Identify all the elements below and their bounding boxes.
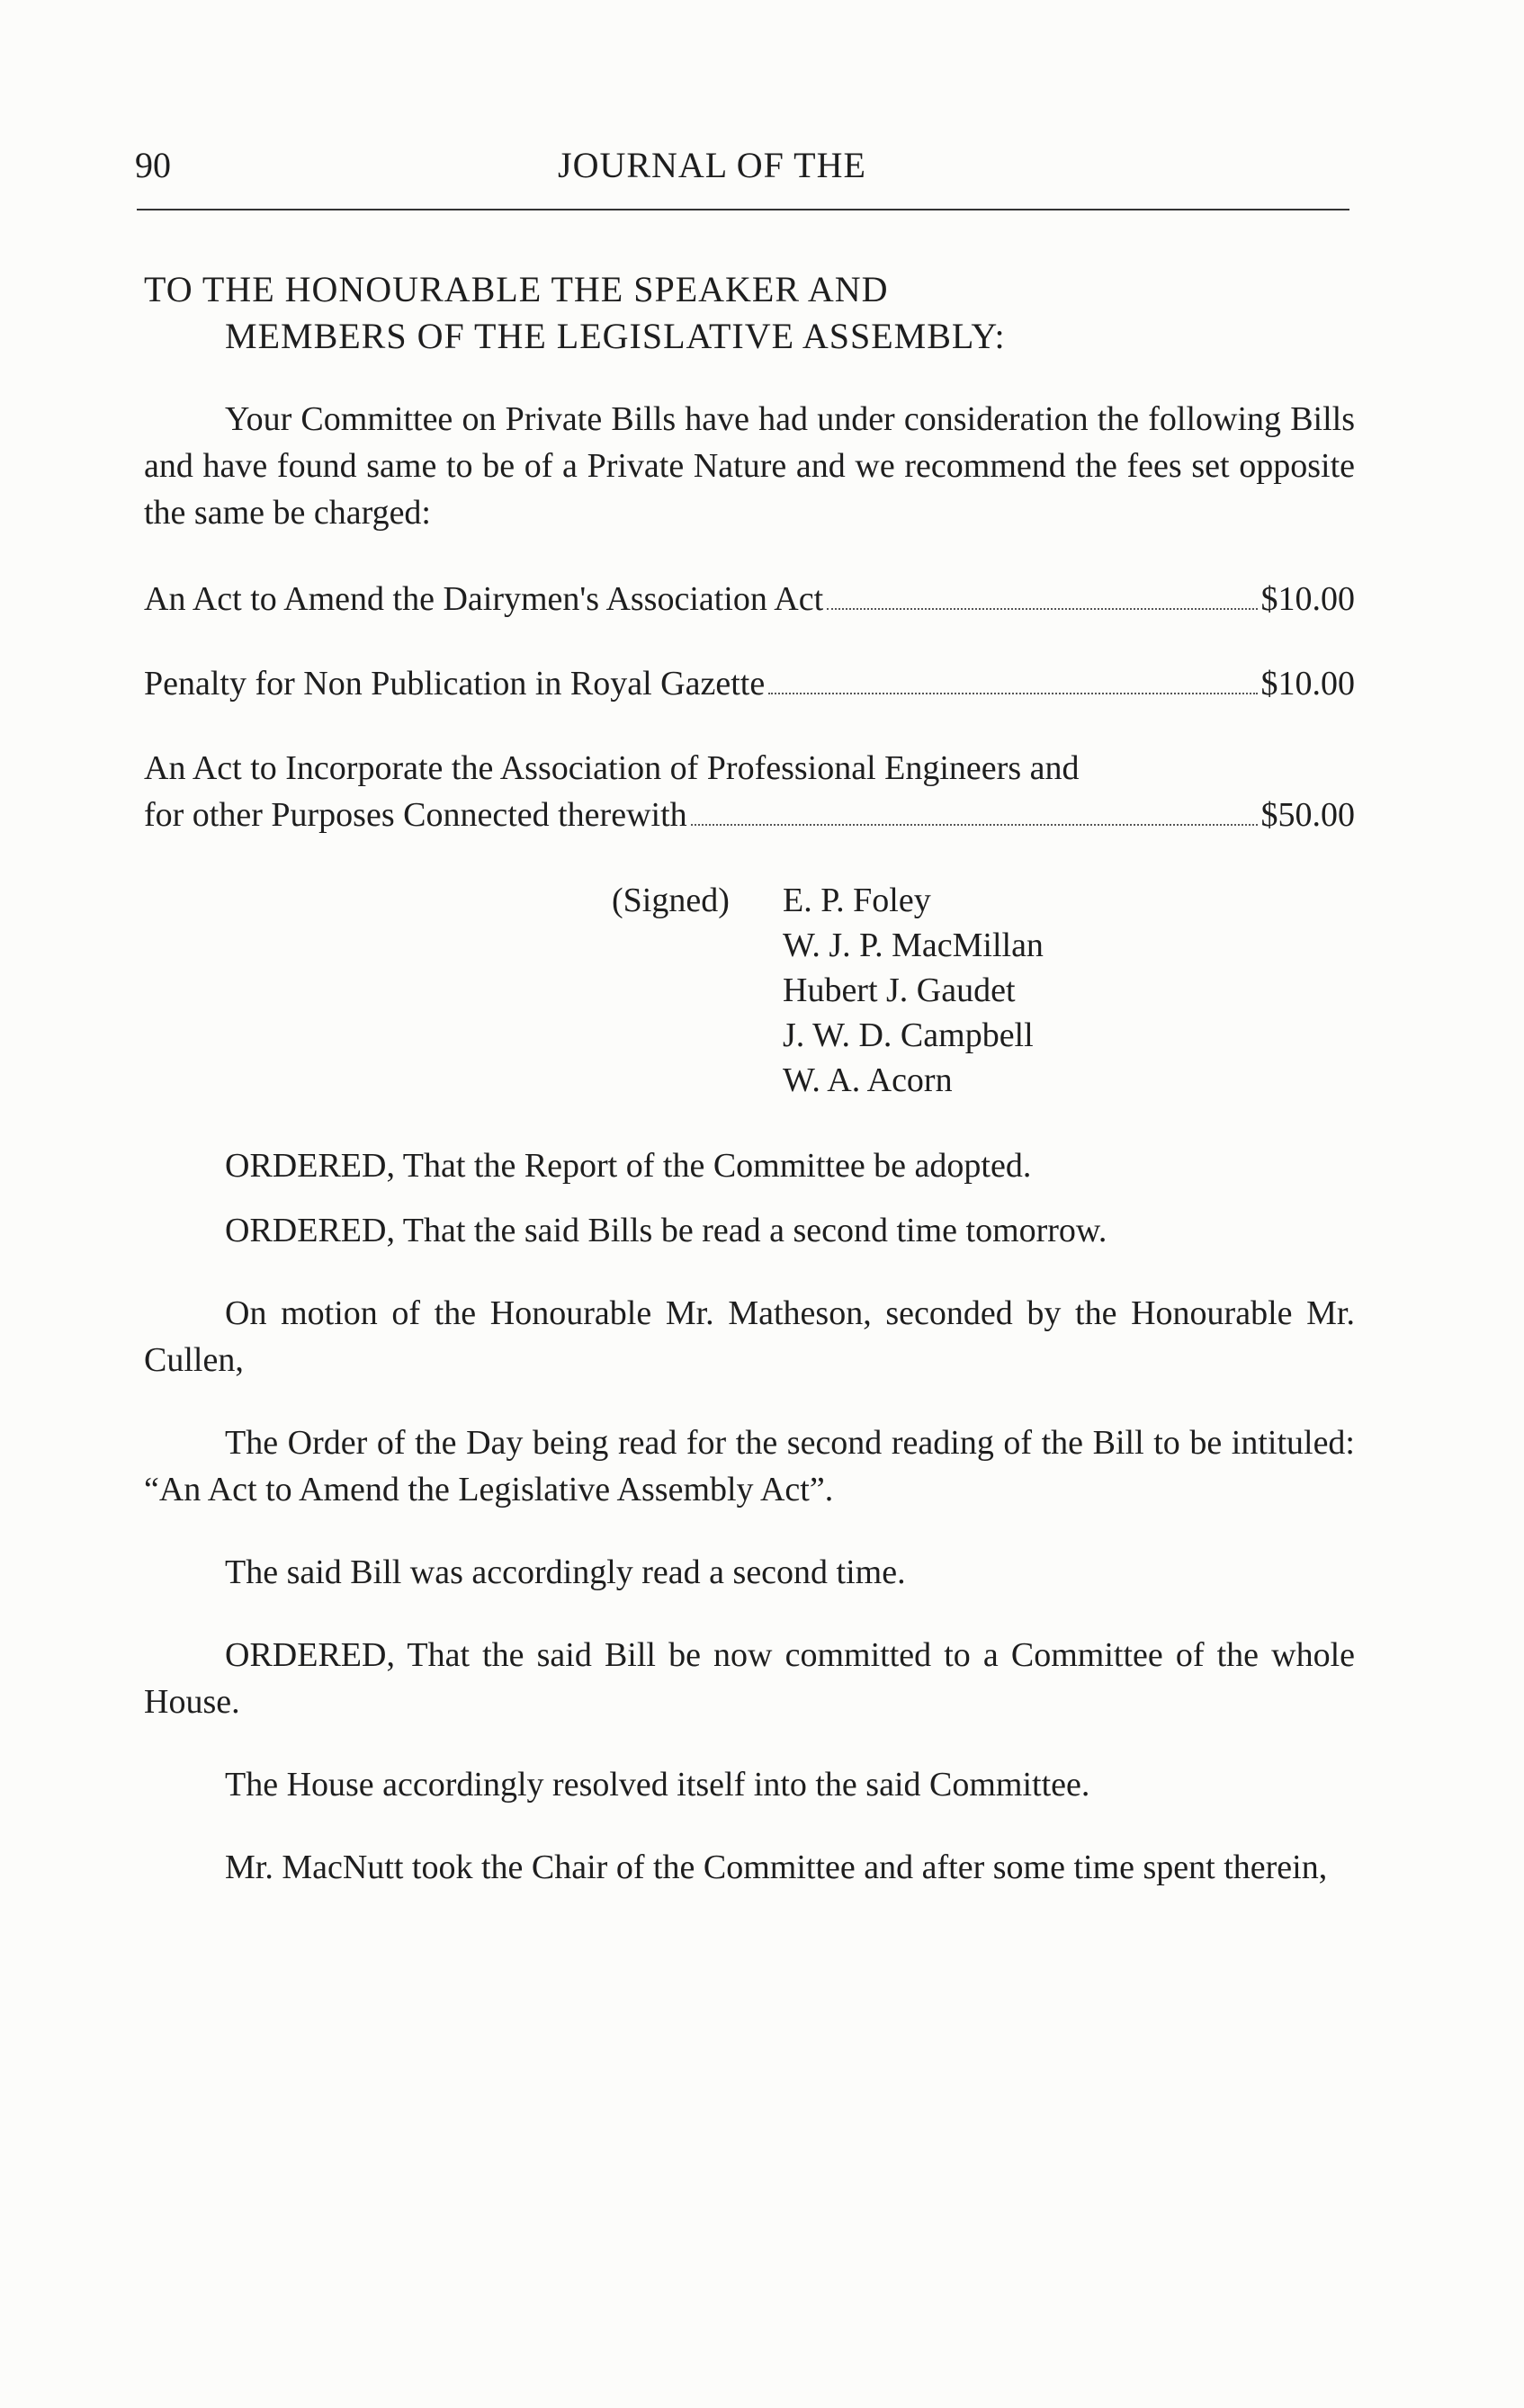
page-body bbox=[144, 266, 1355, 1891]
signed-label: (Signed) bbox=[612, 882, 730, 919]
fee-description: Penalty for Non Publication in Royal Gazette bbox=[144, 665, 766, 703]
fee-description-first-line bbox=[144, 745, 1355, 792]
page-number: 90 bbox=[135, 145, 171, 185]
signer-name: E. P. Foley bbox=[783, 882, 931, 919]
house-resolved-paragraph: The House accordingly resolved itself into the said Committee. bbox=[225, 1766, 1090, 1804]
header-rule bbox=[137, 209, 1349, 210]
fee-item bbox=[144, 576, 1355, 622]
address-line-2: MEMBERS OF THE LEGISLATIVE ASSEMBLY: bbox=[225, 316, 1006, 356]
dot-leader bbox=[691, 823, 1258, 826]
signer-name: J. W. D. Campbell bbox=[783, 1016, 1034, 1054]
order-of-day-paragraph: The Order of the Day being read for the second reading of the Bill to be intituled: “An Act to Amend the Legislative Assembly Act”. bbox=[144, 1424, 1355, 1508]
signer-name: W. A. Acorn bbox=[783, 1061, 953, 1099]
signature-block bbox=[612, 878, 1355, 1103]
order-committed-paragraph: ORDERED, That the said Bill be now committed to a Committee of the whole House. bbox=[144, 1636, 1355, 1721]
fee-description-second-line bbox=[144, 792, 1355, 838]
motion-paragraph: On motion of the Honourable Mr. Matheson, seconded by the Honourable Mr. Cullen, bbox=[144, 1294, 1355, 1379]
fee-item bbox=[144, 745, 1355, 838]
fee-amount: $10.00 bbox=[1260, 665, 1355, 703]
fee-description: An Act to Amend the Dairymen's Association Act bbox=[144, 580, 824, 618]
bill-read-paragraph: The said Bill was accordingly read a second time. bbox=[225, 1553, 906, 1591]
journal-title: JOURNAL OF THE bbox=[558, 145, 866, 185]
fee-description-continued: for other Purposes Connected therewith bbox=[144, 796, 687, 834]
order-second-reading: ORDERED, That the said Bills be read a second time tomorrow. bbox=[225, 1212, 1107, 1249]
fee-item bbox=[144, 660, 1355, 707]
dot-leader bbox=[827, 607, 1257, 610]
address-heading bbox=[144, 266, 1355, 360]
address-line-1: TO THE HONOURABLE THE SPEAKER AND bbox=[144, 269, 889, 309]
committee-intro: Your Committee on Private Bills have had under consideration the following Bills and have found same to be of a Private Nature and we recommend the fees set opposite the same be charged: bbox=[144, 400, 1355, 532]
order-report-adopted: ORDERED, That the Report of the Committee be adopted. bbox=[225, 1147, 1032, 1185]
signer-name: W. J. P. MacMillan bbox=[783, 926, 1044, 964]
fee-amount: $10.00 bbox=[1260, 580, 1355, 618]
dot-leader bbox=[768, 692, 1257, 694]
fee-description: An Act to Incorporate the Association of Professional Engineers and bbox=[144, 749, 1080, 787]
signer-name: Hubert J. Gaudet bbox=[783, 971, 1016, 1009]
chair-paragraph: Mr. MacNutt took the Chair of the Committee and after some time spent therein, bbox=[225, 1849, 1328, 1886]
running-head bbox=[135, 144, 1349, 198]
fee-amount: $50.00 bbox=[1260, 796, 1355, 834]
signer-list bbox=[783, 878, 1044, 1103]
